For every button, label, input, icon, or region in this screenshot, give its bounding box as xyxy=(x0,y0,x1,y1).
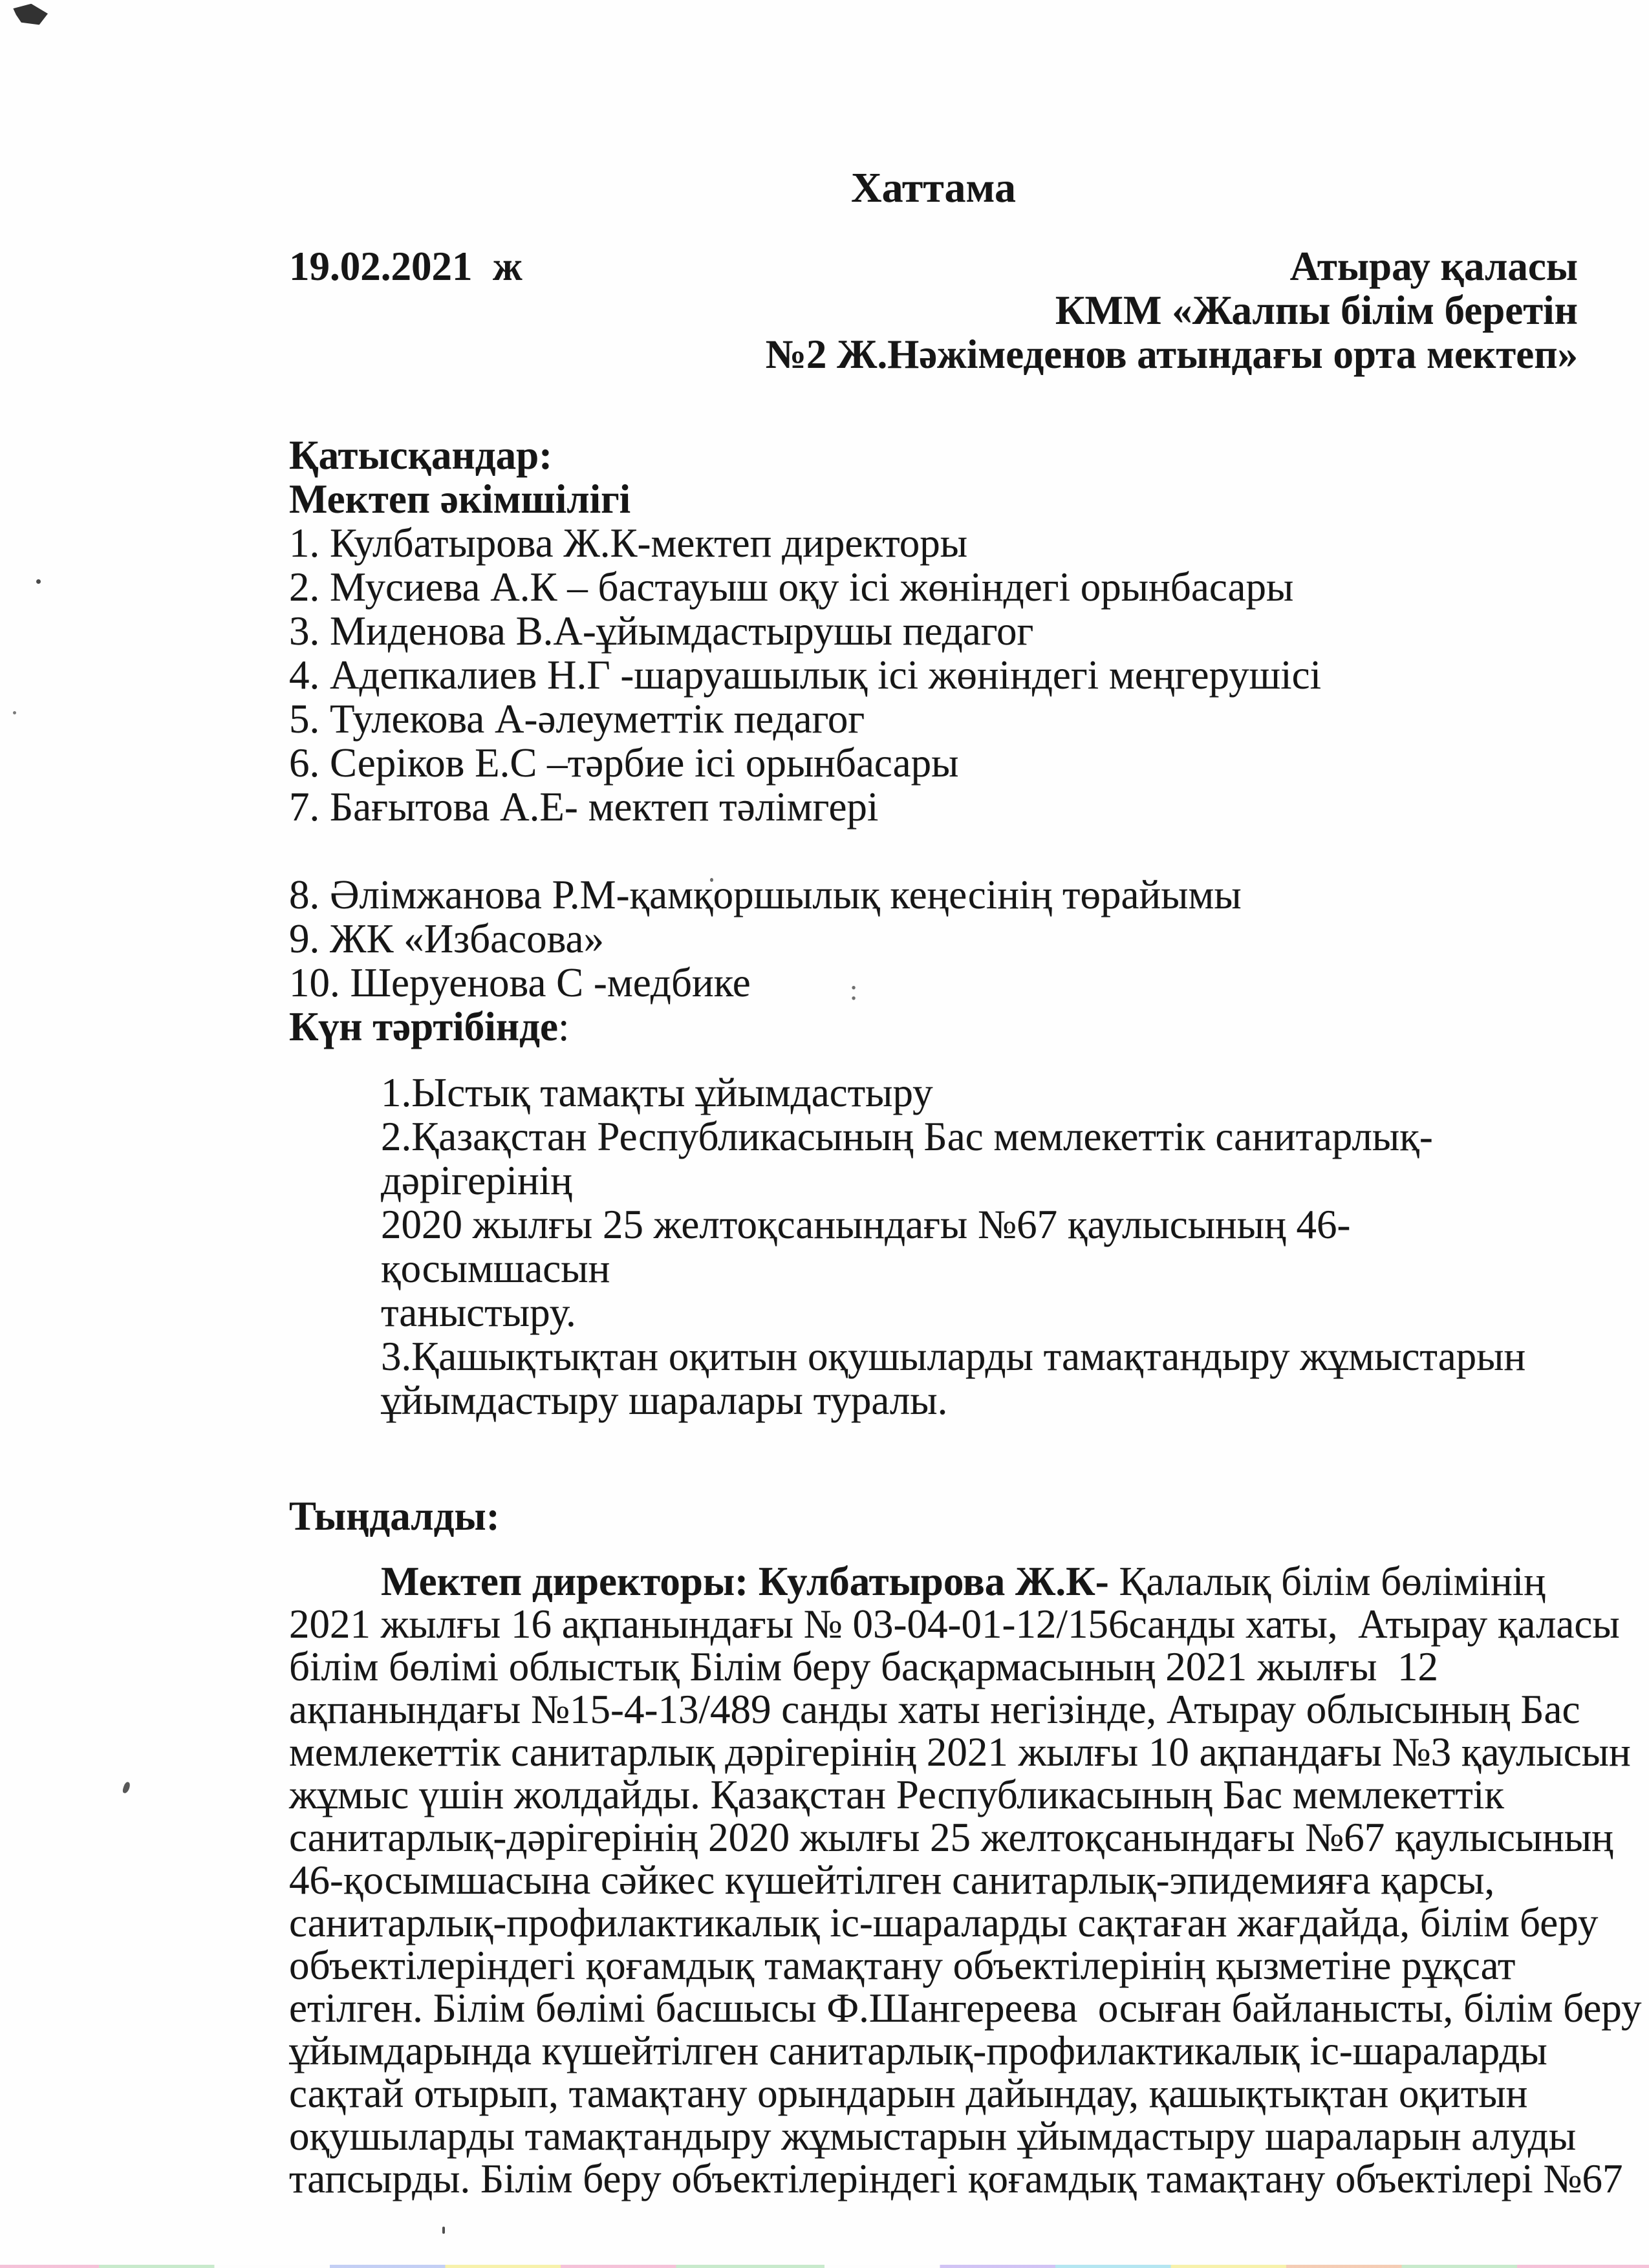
speech-line: 46-қосымшасына сәйкес күшейтілген санитарлық-эпидемияға қарсы, xyxy=(289,1857,1495,1903)
agenda-item: 1.Ыстық тамақты ұйымдастыру xyxy=(381,1070,933,1115)
organization-block xyxy=(766,244,1578,376)
document-content xyxy=(289,0,1642,2201)
list-item: 4. Адепкалиев Н.Г -шаруашылық ісі жөніндегі меңгерушісі xyxy=(289,652,1322,698)
participants-extra-list xyxy=(289,873,1578,1005)
scan-comma-artifact xyxy=(122,1781,131,1794)
org-name-line: КММ «Жалпы білім беретін xyxy=(1055,288,1578,333)
agenda-item-continuation: 2020 жылғы 25 желтоқсанындағы №67 қаулысының 46-қосымшасын xyxy=(381,1202,1351,1291)
list-item: 8. Әлімжанова Р.М-қамқоршылық кеңесінің төрайымы xyxy=(289,872,1242,917)
agenda-item: 3.Қашықтықтан оқитын оқушыларды тамақтандыру жұмыстарын xyxy=(381,1334,1526,1379)
speech-line: 2021 жылғы 16 ақпанындағы № 03-04-01-12/156санды хаты, Атырау қаласы xyxy=(289,1601,1620,1647)
agenda-list xyxy=(381,1071,1578,1422)
scan-speck xyxy=(36,579,41,584)
org-city: Атырау қаласы xyxy=(1289,244,1578,289)
speech-line: ұйымдарында күшейтілген санитарлық-профилактикалық іс-шараларды xyxy=(289,2028,1547,2073)
scan-colon-artifact: : xyxy=(850,974,858,1006)
agenda-item: 2.Қазақстан Республикасының Бас мемлекеттік санитарлық-дәрігерінің xyxy=(381,1114,1433,1203)
speech-line: етілген. Білім бөлімі басшысы Ф.Шангереева осыған байланысты, білім беру xyxy=(289,1985,1642,2031)
heard-heading: Тыңдалды: xyxy=(289,1493,500,1539)
speech-line: оқушыларды тамақтандыру жұмыстарын ұйымдастыру шараларын алуды xyxy=(289,2113,1577,2159)
agenda-item-continuation: ұйымдастыру шаралары туралы. xyxy=(381,1378,948,1423)
speech-line: объектілеріндегі қоғамдық тамақтану объектілерінің қызметіне рұқсат xyxy=(289,1943,1516,1988)
agenda-item-continuation: таныстыру. xyxy=(381,1290,576,1335)
scan-corner-artifact xyxy=(13,2,49,28)
speaker-name: Мектеп директоры: Кулбатырова Ж.К- xyxy=(381,1559,1109,1604)
scan-speck xyxy=(13,711,16,714)
header-row xyxy=(289,244,1578,376)
agenda-heading: Күн тәртібінде: xyxy=(289,1004,570,1049)
list-item: 5. Тулекова А-әлеуметтік педагог xyxy=(289,696,865,742)
speech-line: санитарлық-дәрігерінің 2020 жылғы 25 желтоқсанындағы №67 қаулысының xyxy=(289,1815,1613,1860)
speech-line: ақпанындағы №15-4-13/489 санды хаты негізінде, Атырау облысының Бас xyxy=(289,1687,1580,1732)
participants-list xyxy=(289,521,1578,829)
speech-line: мемлекеттік санитарлық дәрігерінің 2021 жылғы 10 ақпандағы №3 қаулысын xyxy=(289,1729,1631,1775)
admin-heading: Мектеп әкімшілігі xyxy=(289,476,631,522)
speech-paragraph xyxy=(289,1559,1642,2201)
participants-heading: Қатысқандар: xyxy=(289,433,553,478)
org-name-line: №2 Ж.Нәжімеденов атындағы орта мектеп» xyxy=(765,332,1578,377)
scan-edge-color-strip xyxy=(0,2265,1649,2268)
list-item: 1. Кулбатырова Ж.К-мектеп директоры xyxy=(289,520,968,566)
list-item: 10. Шеруенова С -медбике xyxy=(289,960,751,1005)
scan-speck xyxy=(442,2227,445,2234)
list-item: 9. ЖК «Избасова» xyxy=(289,916,604,961)
speech-line: білім бөлімі облыстық Білім беру басқармасының 2021 жылғы 12 xyxy=(289,1644,1439,1689)
page-title: Хаттама xyxy=(850,164,1017,211)
speech-line: Мектеп директоры: Кулбатырова Ж.К- Қалалық білім бөлімінің xyxy=(381,1559,1546,1604)
speech-line: сақтай отырып, тамақтану орындарын дайындау, қашықтықтан оқитын xyxy=(289,2071,1528,2116)
document-date: 19.02.2021 ж xyxy=(289,244,523,289)
speech-line: санитарлық-профилактикалық іс-шараларды сақтаған жағдайда, білім беру xyxy=(289,1900,1599,1945)
list-item: 2. Мусиева А.К – бастауыш оқу ісі жөніндегі орынбасары xyxy=(289,564,1294,610)
list-item: 6. Серіков Е.С –тәрбие ісі орынбасары xyxy=(289,740,959,786)
speech-line: жұмыс үшін жолдайды. Қазақстан Республикасының Бас мемлекеттік xyxy=(289,1772,1504,1817)
speech-line: тапсырды. Білім беру объектілеріндегі қоғамдық тамақтану объектілері №67 xyxy=(289,2156,1623,2201)
list-item: 3. Миденова В.А-ұйымдастырушы педагог xyxy=(289,608,1034,654)
list-item: 7. Бағытова А.Е- мектеп тәлімгері xyxy=(289,784,879,829)
